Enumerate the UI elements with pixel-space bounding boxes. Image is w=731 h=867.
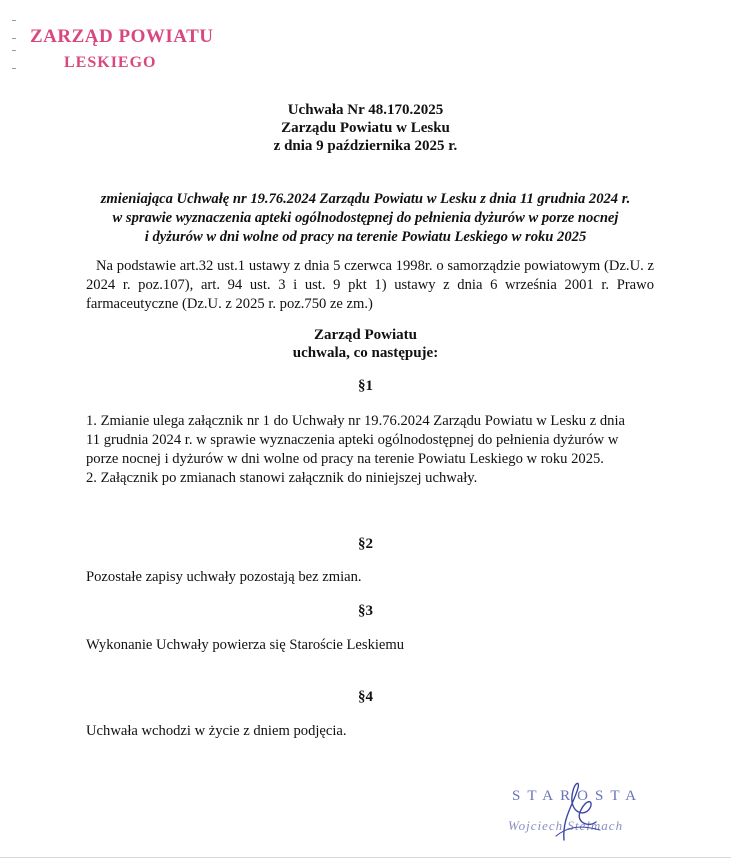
section-1-mark: §1 [358,378,373,394]
stamp-line-2: LESKIEGO [64,54,157,71]
issuing-body: Zarządu Powiatu w Lesku [281,120,450,136]
section-2-body: Pozostałe zapisy uchwały pozostają bez zmian. [86,569,362,585]
resolution-subject [0,190,731,247]
handwritten-signature-icon [544,778,614,848]
subject-line-2: w sprawie wyznaczenia apteki ogólnodostępnej do pełnienia dyżurów w porze nocnej [112,210,619,226]
section-4-mark: §4 [358,689,373,705]
section-1-body [86,412,654,488]
section-3-body: Wykonanie Uchwały powierza się Staroście Leskiemu [86,637,405,653]
section-1-line: porze nocnej i dyżurów w dni wolne od pracy na terenie Powiatu Leskiego w roku 2025. [86,451,604,467]
stamp-line-1: ZARZĄD POWIATU [30,26,214,47]
section-2-mark: §2 [358,536,373,552]
section-1-line: 2. Załącznik po zmianach stanowi załącznik do niniejszej uchwały. [86,470,478,486]
subject-line-1: zmieniająca Uchwałę nr 19.76.2024 Zarządu Powiatu w Lesku z dnia 11 grudnia 2024 r. [100,191,631,207]
page-bottom-divider [0,857,731,858]
resolution-number: Uchwała Nr 48.170.2025 [287,102,444,118]
signature-title: STAROSTA [512,788,644,804]
legal-basis: Na podstawie art.32 ust.1 ustawy z dnia 5 czerwca 1998r. o samorządzie powiatowym (Dz.U. z 2024 r. poz.107), art. 94 ust. 3 i ust. 9 pkt 1) ustawy z dnia 6 września 2001 r. Prawo farmaceutyczne (Dz.U. z 2025 r. poz.750 ze zm.) [86,258,654,312]
resolves-line-2: uchwala, co następuje: [292,345,439,361]
section-4-body: Uchwała wchodzi w życie z dniem podjęcia. [86,723,347,739]
resolution-date: z dnia 9 października 2025 r. [273,138,458,154]
document-title [0,101,731,155]
office-stamp [30,26,213,72]
section-1-line: 11 grudnia 2024 r. w sprawie wyznaczenia apteki ogólnodostępnej do pełnienia dyżurów w [86,432,619,448]
resolves-line-1: Zarząd Powiatu [314,327,417,343]
signature-name: Wojciech Stelmach [508,818,624,833]
subject-line-3: i dyżurów w dni wolne od pracy na terenie Powiatu Leskiego w roku 2025 [144,229,587,245]
resolves-heading [0,326,731,362]
signature-block [504,778,684,848]
section-1-line: 1. Zmianie ulega załącznik nr 1 do Uchwały nr 19.76.2024 Zarządu Powiatu w Lesku z dnia [86,413,625,429]
section-3-mark: §3 [358,603,373,619]
scan-edge-marks [12,20,22,80]
